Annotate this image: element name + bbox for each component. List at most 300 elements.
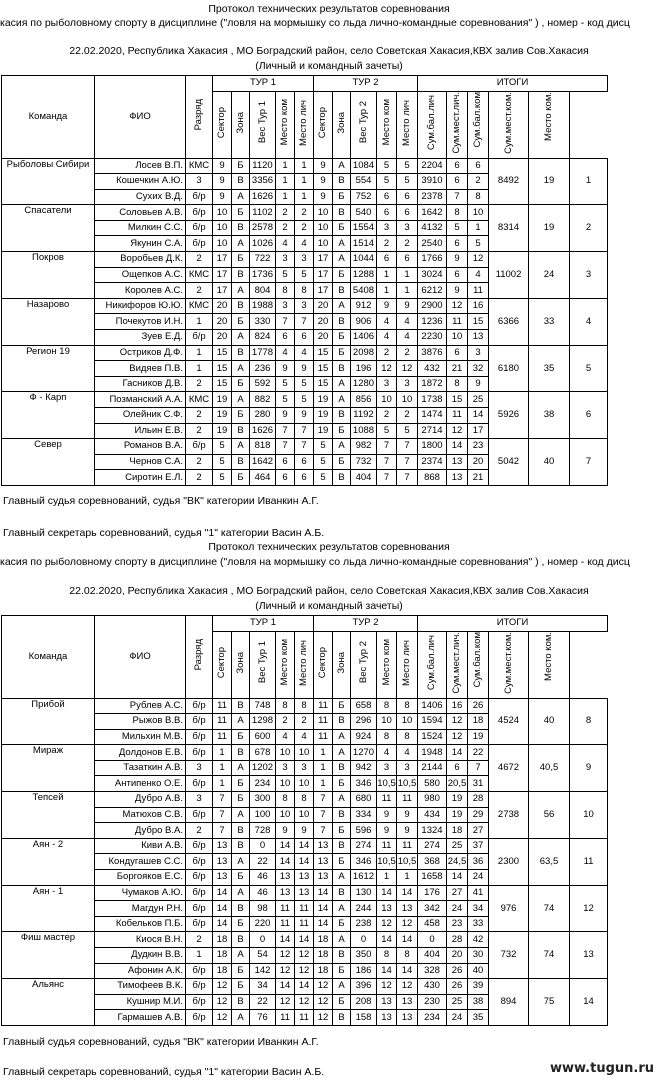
athlete-name: Романов В.А. — [95, 439, 186, 455]
result-cell: Б — [232, 963, 250, 979]
result-cell: В — [333, 1010, 351, 1026]
result-cell: Б — [232, 314, 250, 330]
result-cell: 3 — [186, 760, 213, 776]
result-cell: 19 — [213, 423, 232, 439]
team-mest-kom: 56 — [529, 792, 570, 839]
athlete-name: Афонин А.К. — [95, 963, 186, 979]
result-cell: 732 — [351, 454, 377, 470]
result-cell: 430 — [418, 979, 447, 995]
result-cell: 14 — [295, 979, 314, 995]
result-cell: 7 — [213, 792, 232, 808]
athlete-name: Чумаков А.Ю. — [95, 885, 186, 901]
result-cell: 20 — [314, 298, 333, 314]
result-cell: 7 — [397, 439, 418, 455]
col-sum-mest-lich — [447, 631, 468, 698]
result-cell: 20 — [468, 454, 489, 470]
result-cell: 5 — [295, 392, 314, 408]
result-cell: 31 — [468, 776, 489, 792]
result-cell: А — [232, 1010, 250, 1026]
result-cell: 300 — [250, 792, 276, 808]
result-cell: 40 — [468, 963, 489, 979]
result-cell: 296 — [351, 714, 377, 730]
result-cell: 10,5 — [377, 854, 397, 870]
result-cell: 1044 — [351, 252, 377, 268]
result-cell: 280 — [250, 408, 276, 424]
col-sum-bal-kom-label: Сум.бал.ком — [472, 91, 483, 148]
result-cell: 10 — [295, 776, 314, 792]
chief-judge-line: Главный судья соревнований, судья "ВК" категории Иванкин А.Г. — [3, 495, 319, 507]
result-cell: 23 — [447, 916, 468, 932]
result-cell: 27 — [447, 885, 468, 901]
result-cell: 4 — [377, 745, 397, 761]
result-cell: 2 — [397, 345, 418, 361]
result-cell: 14 — [377, 932, 397, 948]
result-cell: 1 — [186, 345, 213, 361]
result-cell: 9 — [377, 823, 397, 839]
col-sector-label: Сектор — [317, 106, 328, 139]
team-bal-kom: 11002 — [489, 252, 529, 299]
result-cell: 3 — [377, 220, 397, 236]
col-mesto-kom — [276, 91, 295, 158]
result-cell: А — [232, 236, 250, 252]
col-sector — [314, 631, 333, 698]
result-cell: 10 — [314, 236, 333, 252]
result-cell: 2900 — [418, 298, 447, 314]
result-cell: 1120 — [250, 158, 276, 174]
team-mesto: 4 — [570, 298, 608, 345]
result-cell: 1626 — [250, 189, 276, 205]
result-cell: Б — [232, 916, 250, 932]
result-cell: 1 — [186, 361, 213, 377]
result-cell: В — [333, 283, 351, 299]
table-row — [2, 252, 608, 268]
result-cell: А — [232, 283, 250, 299]
result-cell: 14 — [213, 916, 232, 932]
protocol-title: Протокол технических результатов соревнования — [208, 3, 450, 15]
result-cell: 912 — [351, 298, 377, 314]
result-cell: Б — [333, 698, 351, 714]
result-cell: б/р — [186, 189, 213, 205]
result-cell: 982 — [351, 439, 377, 455]
result-cell: 11 — [276, 916, 295, 932]
result-cell: 752 — [351, 189, 377, 205]
team-name: Спасатели — [2, 205, 95, 252]
result-cell: 7 — [295, 439, 314, 455]
result-cell: 9 — [295, 823, 314, 839]
result-cell: Б — [333, 423, 351, 439]
col-ves2-label: Вес Тур 2 — [357, 641, 369, 684]
result-cell: 17 — [314, 283, 333, 299]
result-cell: 7 — [397, 470, 418, 486]
result-cell: 12 — [276, 948, 295, 964]
result-cell: В — [232, 823, 250, 839]
team-bal-kom: 5926 — [489, 392, 529, 439]
result-cell: В — [232, 423, 250, 439]
result-cell: 346 — [351, 776, 377, 792]
result-cell: б/р — [186, 1010, 213, 1026]
table-row — [2, 205, 608, 221]
result-cell: 2 — [295, 220, 314, 236]
result-cell: 1554 — [351, 220, 377, 236]
result-cell: 3 — [377, 760, 397, 776]
result-cell: 14 — [447, 870, 468, 886]
result-cell: 11 — [213, 729, 232, 745]
result-cell: 4 — [276, 345, 295, 361]
result-cell: 596 — [351, 823, 377, 839]
col-ves1-label: Вес Тур 1 — [256, 101, 268, 144]
result-cell: 11 — [295, 1010, 314, 1026]
col-mesto-kom-label: Место ком — [380, 99, 392, 146]
result-cell: 10,5 — [397, 776, 418, 792]
result-cell: 6 — [276, 454, 295, 470]
result-cell: 13 — [397, 994, 418, 1010]
result-cell: 6 — [295, 470, 314, 486]
team-mesto: 14 — [570, 979, 608, 1026]
col-sum-mest-kom-label: Сум.мест.ком. — [502, 91, 514, 154]
result-cell: 12 — [397, 361, 418, 377]
result-cell: 7 — [314, 807, 333, 823]
result-cell: б/р — [186, 963, 213, 979]
result-cell: 34 — [468, 901, 489, 917]
team-name: Фиш мастер — [2, 932, 95, 979]
result-cell: 41 — [468, 885, 489, 901]
result-cell: 7 — [276, 423, 295, 439]
result-cell: Б — [232, 376, 250, 392]
result-cell: 8 — [397, 948, 418, 964]
result-cell: 882 — [250, 392, 276, 408]
col-sum-bal-kom — [468, 631, 489, 698]
result-cell: 21 — [447, 361, 468, 377]
col-mesto-lich-label: Место лич — [401, 639, 412, 686]
result-cell: 8 — [276, 698, 295, 714]
table-row — [2, 885, 608, 901]
result-cell: 13 — [314, 854, 333, 870]
result-cell: 234 — [250, 776, 276, 792]
result-cell: 2 — [186, 376, 213, 392]
result-cell: В — [232, 838, 250, 854]
col-mesto-lich-label: Место лич — [401, 99, 412, 146]
result-cell: 9 — [276, 408, 295, 424]
result-cell: 2 — [186, 283, 213, 299]
athlete-name: Якунин С.А. — [95, 236, 186, 252]
team-mest-kom: 40 — [529, 439, 570, 486]
result-cell: 17 — [314, 267, 333, 283]
result-cell: 28 — [447, 932, 468, 948]
result-cell: Б — [333, 220, 351, 236]
result-cell: 230 — [418, 994, 447, 1010]
result-cell: 6 — [295, 330, 314, 346]
result-cell: 4 — [377, 330, 397, 346]
result-cell: 14 — [314, 885, 333, 901]
result-cell: А — [333, 745, 351, 761]
result-cell: 2 — [276, 714, 295, 730]
result-cell: 13 — [447, 470, 468, 486]
result-cell: КМС — [186, 267, 213, 283]
team-name: Тепсей — [2, 792, 95, 839]
col-fio: ФИО — [95, 616, 186, 699]
col-sector — [213, 91, 232, 158]
col-zone — [333, 91, 351, 158]
team-name: Назарово — [2, 298, 95, 345]
result-cell: 19 — [213, 392, 232, 408]
result-cell: 1 — [295, 174, 314, 190]
result-cell: 15 — [468, 314, 489, 330]
athlete-name: Олейник С.Ф. — [95, 408, 186, 424]
result-cell: 18 — [468, 714, 489, 730]
result-cell: 13 — [397, 901, 418, 917]
result-cell: 39 — [468, 979, 489, 995]
result-cell: 404 — [418, 948, 447, 964]
result-cell: 3 — [377, 376, 397, 392]
result-cell: 10,5 — [397, 854, 418, 870]
result-cell: А — [333, 298, 351, 314]
result-cell: 18 — [314, 932, 333, 948]
result-cell: 3 — [397, 376, 418, 392]
col-sum-mest-kom-label: Сум.мест.ком. — [502, 631, 514, 694]
result-cell: 6 — [447, 158, 468, 174]
result-cell: 7 — [295, 314, 314, 330]
result-cell: 592 — [250, 376, 276, 392]
result-cell: 8 — [447, 205, 468, 221]
result-cell: 12 — [295, 948, 314, 964]
table-row — [2, 745, 608, 761]
athlete-name: Дубро А.В. — [95, 792, 186, 808]
team-bal-kom: 8314 — [489, 205, 529, 252]
athlete-name: Милкин С.С. — [95, 220, 186, 236]
chief-secretary-line: Главный секретарь соревнований, судья "1" категории Васин А.Б. — [3, 527, 325, 539]
result-cell: 100 — [250, 807, 276, 823]
result-cell: 12 — [295, 963, 314, 979]
team-mesto: 7 — [570, 439, 608, 486]
result-cell: 3 — [295, 760, 314, 776]
result-cell: 5 — [213, 470, 232, 486]
result-cell: 818 — [250, 439, 276, 455]
result-cell: 14 — [314, 916, 333, 932]
scoring-type: (Личный и командный зачеты) — [255, 60, 403, 72]
result-cell: 6 — [377, 205, 397, 221]
result-cell: 1778 — [250, 345, 276, 361]
result-cell: 2 — [377, 236, 397, 252]
result-cell: 600 — [250, 729, 276, 745]
team-mest-kom: 40 — [529, 698, 570, 745]
result-cell: 10 — [397, 392, 418, 408]
result-cell: 14 — [276, 932, 295, 948]
result-cell: 6 — [447, 236, 468, 252]
result-cell: 10 — [213, 236, 232, 252]
result-cell: 4132 — [418, 220, 447, 236]
result-cell: 2 — [377, 345, 397, 361]
result-cell: 7 — [377, 470, 397, 486]
table-row — [2, 439, 608, 455]
result-cell: 540 — [351, 205, 377, 221]
result-cell: 6 — [447, 267, 468, 283]
result-cell: 1 — [276, 189, 295, 205]
result-cell: б/р — [186, 729, 213, 745]
result-cell: Б — [232, 729, 250, 745]
result-cell: 3 — [397, 760, 418, 776]
result-cell: б/р — [186, 330, 213, 346]
result-cell: 1738 — [418, 392, 447, 408]
result-cell: 20 — [447, 948, 468, 964]
result-cell: 13 — [377, 1010, 397, 1026]
result-cell: 12 — [447, 714, 468, 730]
team-mesto: 5 — [570, 345, 608, 392]
result-cell: 9 — [377, 298, 397, 314]
result-cell: 14 — [295, 932, 314, 948]
result-cell: 13 — [447, 454, 468, 470]
col-sum-bal-lich — [418, 91, 447, 158]
result-cell: 2230 — [418, 330, 447, 346]
result-cell: 7 — [276, 439, 295, 455]
result-cell: А — [232, 439, 250, 455]
result-cell: 17 — [468, 423, 489, 439]
col-ves1 — [250, 91, 276, 158]
result-cell: 368 — [418, 854, 447, 870]
result-cell: В — [333, 205, 351, 221]
col-mesto-lich — [397, 91, 418, 158]
result-cell: В — [232, 698, 250, 714]
discipline-line: касия по рыболовному спорту в дисциплине ("ловля на мормышку со льда лично-командные соревнования" ) , номер - код дисц — [0, 556, 630, 568]
col-zone-label: Зона — [335, 651, 347, 674]
athlete-name: Рублев А.С. — [95, 698, 186, 714]
result-cell: 19 — [468, 729, 489, 745]
result-cell: 3876 — [418, 345, 447, 361]
col-sum-bal-lich-label: Сум.бал.лич — [426, 94, 437, 151]
result-cell: В — [333, 838, 351, 854]
chief-secretary-line: Главный секретарь соревнований, судья "1" категории Васин А.Б. — [3, 1066, 325, 1078]
table-row — [2, 392, 608, 408]
result-cell: 9 — [314, 189, 333, 205]
table-row — [2, 698, 608, 714]
result-cell: 14 — [314, 901, 333, 917]
result-cell: 76 — [250, 1010, 276, 1026]
result-cell: 20 — [213, 314, 232, 330]
team-mest-kom: 38 — [529, 392, 570, 439]
athlete-name: Антипенко О.Е. — [95, 776, 186, 792]
col-mesto-lich-label: Место лич — [298, 639, 309, 686]
result-cell: 1872 — [418, 376, 447, 392]
result-cell: 10 — [295, 745, 314, 761]
result-cell: 20 — [213, 330, 232, 346]
result-cell: 5 — [213, 439, 232, 455]
result-cell: Б — [232, 776, 250, 792]
result-cell: 10 — [397, 714, 418, 730]
result-cell: КМС — [186, 158, 213, 174]
team-name: Аян - 2 — [2, 838, 95, 885]
result-cell: 11 — [397, 792, 418, 808]
result-cell: 7 — [377, 454, 397, 470]
result-cell: 5 — [314, 439, 333, 455]
result-cell: 7 — [276, 314, 295, 330]
result-cell: 13 — [377, 994, 397, 1010]
result-cell: 3 — [186, 174, 213, 190]
result-cell: В — [333, 807, 351, 823]
result-cell: 7 — [213, 807, 232, 823]
athlete-name: Тазаткин А.В. — [95, 760, 186, 776]
result-cell: 3024 — [418, 267, 447, 283]
athlete-name: Сиротин Е.Л. — [95, 470, 186, 486]
result-cell: 0 — [351, 932, 377, 948]
result-cell: В — [333, 361, 351, 377]
col-zone — [232, 631, 250, 698]
result-cell: 464 — [250, 470, 276, 486]
result-cell: 2 — [276, 205, 295, 221]
result-cell: 17 — [213, 283, 232, 299]
result-cell: 14 — [447, 745, 468, 761]
result-cell: 1026 — [250, 236, 276, 252]
result-cell: б/р — [186, 776, 213, 792]
result-cell: 2 — [295, 205, 314, 221]
col-sector-label: Сектор — [216, 106, 227, 139]
result-cell: 15 — [314, 376, 333, 392]
result-cell: 924 — [351, 729, 377, 745]
result-cell: 142 — [250, 963, 276, 979]
result-cell: 186 — [351, 963, 377, 979]
result-cell: Б — [333, 994, 351, 1010]
result-cell: Б — [232, 408, 250, 424]
result-cell: В — [232, 901, 250, 917]
result-cell: 11 — [276, 901, 295, 917]
result-cell: 5408 — [351, 283, 377, 299]
result-cell: 19 — [447, 807, 468, 823]
result-cell: А — [333, 792, 351, 808]
result-cell: 2098 — [351, 345, 377, 361]
result-cell: 4 — [468, 267, 489, 283]
result-cell: 274 — [351, 838, 377, 854]
result-cell: В — [333, 885, 351, 901]
team-mesto: 9 — [570, 745, 608, 792]
col-sum-mest-lich-label: Сум.мест.лич. — [451, 631, 462, 694]
col-tour2: ТУР 2 — [314, 76, 418, 92]
result-cell: 13 — [397, 1010, 418, 1026]
team-bal-kom: 4672 — [489, 745, 529, 792]
result-cell: 6 — [377, 189, 397, 205]
athlete-name: Мильхин М.В. — [95, 729, 186, 745]
result-cell: 9 — [276, 823, 295, 839]
result-cell: 12 — [276, 994, 295, 1010]
athlete-name: Кондугашев С.С. — [95, 854, 186, 870]
result-cell: 19 — [213, 408, 232, 424]
result-cell: Б — [232, 792, 250, 808]
col-tour2: ТУР 2 — [314, 616, 418, 632]
result-cell: 12 — [276, 963, 295, 979]
result-cell: 16 — [468, 298, 489, 314]
watermark: www.tugun.ru — [549, 1061, 654, 1076]
athlete-name: Чернов С.А. — [95, 454, 186, 470]
team-bal-kom: 732 — [489, 932, 529, 979]
result-cell: 1192 — [351, 408, 377, 424]
result-cell: 5 — [314, 454, 333, 470]
result-cell: 9 — [377, 807, 397, 823]
result-cell: 2540 — [418, 236, 447, 252]
result-cell: 15 — [447, 392, 468, 408]
result-cell: 5 — [397, 423, 418, 439]
col-fio: ФИО — [95, 76, 186, 159]
athlete-name: Тимофеев В.К. — [95, 979, 186, 995]
result-cell: В — [232, 932, 250, 948]
col-ves2-label: Вес Тур 2 — [357, 101, 369, 144]
result-cell: 25 — [447, 838, 468, 854]
result-cell: 1642 — [250, 454, 276, 470]
athlete-name: Видяев П.В. — [95, 361, 186, 377]
result-cell: 9 — [276, 361, 295, 377]
result-cell: 1406 — [351, 330, 377, 346]
col-sum-bal-lich — [418, 631, 447, 698]
col-zone — [333, 631, 351, 698]
result-cell: 12 — [213, 994, 232, 1010]
result-cell: 17 — [213, 252, 232, 268]
result-cell: КМС — [186, 298, 213, 314]
